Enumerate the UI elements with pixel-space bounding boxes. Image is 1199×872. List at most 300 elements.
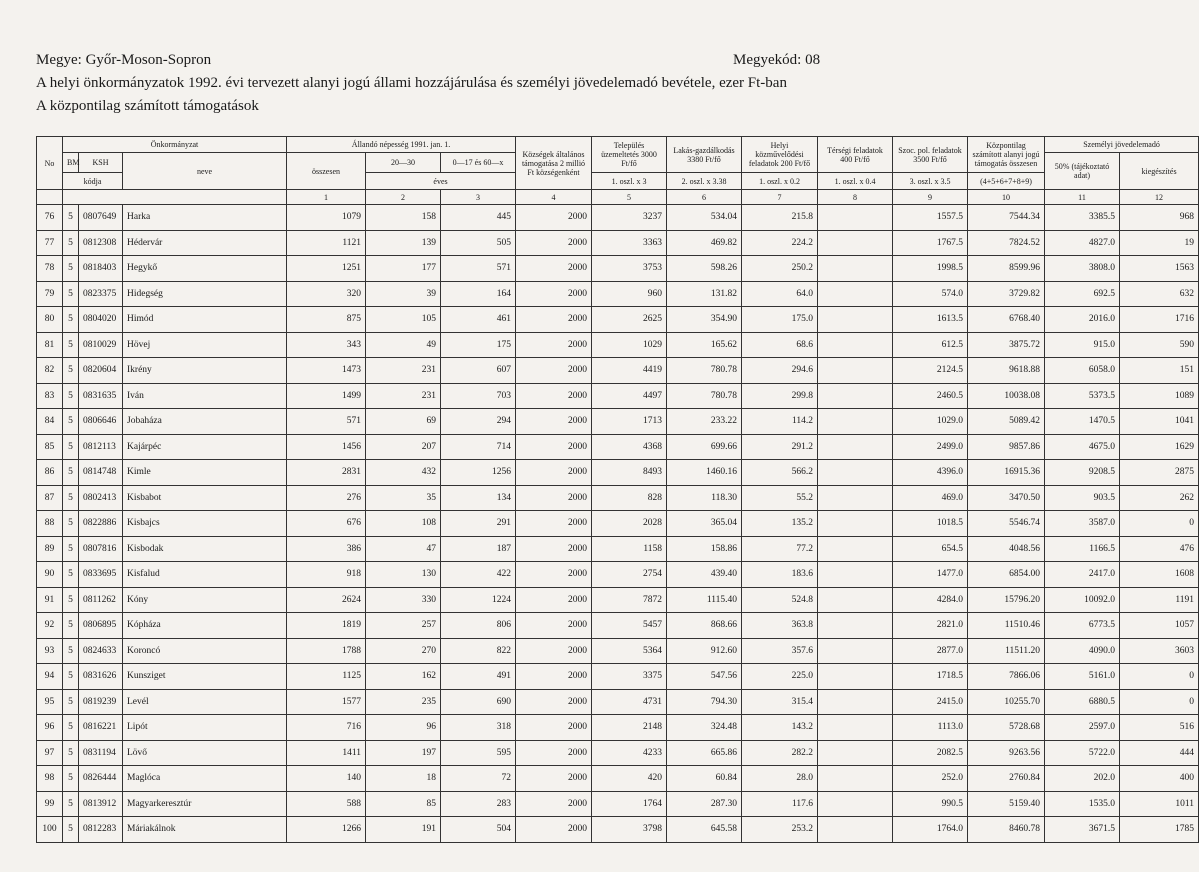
cell-bm: 5 [63,205,79,231]
cell-name: Kisfalud [123,562,287,588]
table-body [37,205,1199,843]
cell-kieg: 3603 [1120,638,1199,664]
cell-szoc: 2415.0 [893,689,968,715]
cell-kozsegek: 2000 [516,511,592,537]
cell-20-30: 139 [366,230,441,256]
table-row [37,256,1199,282]
cell-tersegi [818,740,893,766]
col-kozp: Központilag számított alanyi jogú támogatás összesen [968,137,1045,173]
table-row [37,613,1199,639]
cell-kozsegek: 2000 [516,562,592,588]
cell-bm: 5 [63,689,79,715]
cell-0-17: 571 [441,256,516,282]
col-num: 12 [1120,190,1199,205]
col-num: 11 [1045,190,1120,205]
cell-no: 85 [37,434,63,460]
cell-kozp: 9263.56 [968,740,1045,766]
cell-0-17: 806 [441,613,516,639]
formula-10: (4+5+6+7+8+9) [968,173,1045,190]
cell-bm: 5 [63,256,79,282]
cell-szoc: 2082.5 [893,740,968,766]
col-szja: Személyi jövedelemadó [1045,137,1199,153]
cell-0-17: 595 [441,740,516,766]
cell-telepules: 2028 [592,511,667,537]
cell-ksh: 0819239 [79,689,123,715]
cell-20-30: 49 [366,332,441,358]
cell-no: 79 [37,281,63,307]
table-row [37,562,1199,588]
cell-telepules: 4419 [592,358,667,384]
document-title: A helyi önkormányzatok 1992. évi tervezett alanyi jogú állami hozzájárulása és személyi jövedelemadó bevétele, ezer Ft-ban [36,75,787,91]
cell-szoc: 252.0 [893,766,968,792]
cell-name: Kimle [123,460,287,486]
cell-20-30: 432 [366,460,441,486]
cell-osszesen: 1499 [287,383,366,409]
col-num: 1 [287,190,366,205]
cell-lakas: 547.56 [667,664,742,690]
cell-20-30: 108 [366,511,441,537]
cell-bm: 5 [63,562,79,588]
table-row [37,536,1199,562]
cell-tersegi [818,511,893,537]
cell-20-30: 207 [366,434,441,460]
cell-no: 91 [37,587,63,613]
table-row [37,817,1199,843]
cell-20-30: 257 [366,613,441,639]
cell-telepules: 3237 [592,205,667,231]
cell-osszesen: 716 [287,715,366,741]
cell-tersegi [818,460,893,486]
cell-kieg: 632 [1120,281,1199,307]
cell-kozsegek: 2000 [516,205,592,231]
cell-szja50: 3587.0 [1045,511,1120,537]
col-telepules: Település üzemeltetés 3000 Ft/fő [592,137,667,173]
cell-name: Hövej [123,332,287,358]
cell-kieg: 1011 [1120,791,1199,817]
cell-szoc: 1113.0 [893,715,968,741]
cell-szja50: 6880.5 [1045,689,1120,715]
cell-0-17: 291 [441,511,516,537]
table-row [37,358,1199,384]
cell-telepules: 5457 [592,613,667,639]
cell-szja50: 692.5 [1045,281,1120,307]
cell-telepules: 2754 [592,562,667,588]
cell-kozp: 11510.46 [968,613,1045,639]
cell-0-17: 504 [441,817,516,843]
col-nepesseg: Állandó népesség 1991. jan. 1. [287,137,516,153]
cell-telepules: 1713 [592,409,667,435]
cell-lakas: 233.22 [667,409,742,435]
cell-bm: 5 [63,485,79,511]
cell-kozsegek: 2000 [516,485,592,511]
cell-ksh: 0823375 [79,281,123,307]
cell-szja50: 4675.0 [1045,434,1120,460]
cell-telepules: 4368 [592,434,667,460]
cell-telepules: 3798 [592,817,667,843]
cell-ksh: 0813912 [79,791,123,817]
cell-no: 76 [37,205,63,231]
cell-bm: 5 [63,358,79,384]
cell-kieg: 1716 [1120,307,1199,333]
cell-helyi: 68.6 [742,332,818,358]
cell-osszesen: 1079 [287,205,366,231]
cell-kozp: 10255.70 [968,689,1045,715]
col-onkormanyzat: Önkormányzat [63,137,287,153]
cell-telepules: 1029 [592,332,667,358]
cell-helyi: 299.8 [742,383,818,409]
table-row [37,740,1199,766]
cell-kozp: 3729.82 [968,281,1045,307]
cell-kozsegek: 2000 [516,715,592,741]
cell-lakas: 439.40 [667,562,742,588]
cell-kozsegek: 2000 [516,460,592,486]
cell-bm: 5 [63,383,79,409]
cell-helyi: 363.8 [742,613,818,639]
cell-szoc: 1557.5 [893,205,968,231]
cell-no: 95 [37,689,63,715]
cell-20-30: 235 [366,689,441,715]
cell-tersegi [818,638,893,664]
cell-lakas: 118.30 [667,485,742,511]
cell-kozsegek: 2000 [516,281,592,307]
cell-bm: 5 [63,307,79,333]
cell-no: 88 [37,511,63,537]
cell-no: 92 [37,613,63,639]
col-num: 9 [893,190,968,205]
cell-szoc: 1764.0 [893,817,968,843]
cell-no: 97 [37,740,63,766]
cell-kieg: 0 [1120,689,1199,715]
cell-helyi: 114.2 [742,409,818,435]
cell-0-17: 134 [441,485,516,511]
cell-osszesen: 1788 [287,638,366,664]
cell-0-17: 318 [441,715,516,741]
cell-kozp: 8599.96 [968,256,1045,282]
cell-name: Hegykő [123,256,287,282]
table-row [37,332,1199,358]
cell-no: 100 [37,817,63,843]
cell-szoc: 4396.0 [893,460,968,486]
cell-telepules: 3753 [592,256,667,282]
cell-kozp: 6768.40 [968,307,1045,333]
cell-lakas: 780.78 [667,383,742,409]
cell-kozsegek: 2000 [516,536,592,562]
cell-name: Kópháza [123,613,287,639]
cell-ksh: 0812283 [79,817,123,843]
cell-telepules: 4233 [592,740,667,766]
cell-name: Kisbodak [123,536,287,562]
cell-szja50: 2597.0 [1045,715,1120,741]
cell-telepules: 960 [592,281,667,307]
cell-0-17: 822 [441,638,516,664]
cell-kieg: 1563 [1120,256,1199,282]
cell-kozp: 9618.88 [968,358,1045,384]
cell-no: 81 [37,332,63,358]
cell-kieg: 0 [1120,664,1199,690]
cell-lakas: 868.66 [667,613,742,639]
cell-lakas: 794.30 [667,689,742,715]
col-eves: éves [366,173,516,190]
cell-szja50: 10092.0 [1045,587,1120,613]
cell-kieg: 1608 [1120,562,1199,588]
cell-20-30: 197 [366,740,441,766]
cell-telepules: 4731 [592,689,667,715]
cell-bm: 5 [63,791,79,817]
cell-name: Kunsziget [123,664,287,690]
cell-bm: 5 [63,587,79,613]
cell-tersegi [818,562,893,588]
cell-szja50: 2417.0 [1045,562,1120,588]
cell-telepules: 420 [592,766,667,792]
cell-kieg: 476 [1120,536,1199,562]
cell-kozsegek: 2000 [516,689,592,715]
col-num: 10 [968,190,1045,205]
cell-kozp: 2760.84 [968,766,1045,792]
cell-name: Hidegség [123,281,287,307]
cell-szoc: 654.5 [893,536,968,562]
cell-tersegi [818,307,893,333]
cell-ksh: 0833695 [79,562,123,588]
cell-kozsegek: 2000 [516,817,592,843]
cell-kozsegek: 2000 [516,332,592,358]
cell-szja50: 1470.5 [1045,409,1120,435]
cell-kozp: 9857.86 [968,434,1045,460]
cell-helyi: 294.6 [742,358,818,384]
cell-szoc: 2499.0 [893,434,968,460]
cell-bm: 5 [63,613,79,639]
cell-lakas: 780.78 [667,358,742,384]
cell-name: Magyarkeresztúr [123,791,287,817]
cell-ksh: 0811262 [79,587,123,613]
cell-20-30: 177 [366,256,441,282]
county-code: Megyekód: 08 [733,52,821,68]
cell-20-30: 191 [366,817,441,843]
cell-ksh: 0822886 [79,511,123,537]
cell-bm: 5 [63,536,79,562]
cell-20-30: 35 [366,485,441,511]
cell-kieg: 262 [1120,485,1199,511]
cell-szja50: 1166.5 [1045,536,1120,562]
cell-kozp: 7544.34 [968,205,1045,231]
cell-kieg: 19 [1120,230,1199,256]
cell-helyi: 28.0 [742,766,818,792]
cell-kieg: 1785 [1120,817,1199,843]
cell-osszesen: 276 [287,485,366,511]
cell-telepules: 2625 [592,307,667,333]
cell-bm: 5 [63,664,79,690]
cell-kozp: 5728.68 [968,715,1045,741]
cell-osszesen: 918 [287,562,366,588]
cell-osszesen: 1473 [287,358,366,384]
table-row [37,434,1199,460]
cell-lakas: 665.86 [667,740,742,766]
cell-szja50: 6773.5 [1045,613,1120,639]
cell-telepules: 8493 [592,460,667,486]
cell-name: Maglóca [123,766,287,792]
col-kieg: kiegészítés [1120,153,1199,190]
cell-20-30: 130 [366,562,441,588]
cell-no: 90 [37,562,63,588]
cell-no: 99 [37,791,63,817]
cell-tersegi [818,256,893,282]
cell-tersegi [818,281,893,307]
cell-no: 84 [37,409,63,435]
cell-ksh: 0807649 [79,205,123,231]
table-row [37,587,1199,613]
cell-szja50: 5373.5 [1045,383,1120,409]
col-helyi: Helyi közművelődési feladatok 200 Ft/fő [742,137,818,173]
cell-ksh: 0826444 [79,766,123,792]
table-row [37,230,1199,256]
col-kozsegek: Községek általános támogatása 2 millió Ft községenként [516,137,592,190]
table-row [37,715,1199,741]
table-row [37,307,1199,333]
cell-0-17: 461 [441,307,516,333]
cell-0-17: 72 [441,766,516,792]
col-no: No [37,137,63,190]
cell-kozsegek: 2000 [516,434,592,460]
cell-ksh: 0831635 [79,383,123,409]
cell-osszesen: 1819 [287,613,366,639]
cell-lakas: 699.66 [667,434,742,460]
cell-no: 98 [37,766,63,792]
cell-0-17: 1224 [441,587,516,613]
cell-tersegi [818,205,893,231]
cell-lakas: 598.26 [667,256,742,282]
cell-helyi: 55.2 [742,485,818,511]
cell-telepules: 3363 [592,230,667,256]
col-num: 3 [441,190,516,205]
col-num: 2 [366,190,441,205]
cell-kieg: 590 [1120,332,1199,358]
table-row [37,664,1199,690]
cell-tersegi [818,409,893,435]
cell-helyi: 143.2 [742,715,818,741]
cell-kozp: 5159.40 [968,791,1045,817]
cell-ksh: 0806646 [79,409,123,435]
cell-kieg: 1089 [1120,383,1199,409]
cell-kieg: 0 [1120,511,1199,537]
cell-kozp: 10038.08 [968,383,1045,409]
cell-0-17: 187 [441,536,516,562]
cell-lakas: 1115.40 [667,587,742,613]
cell-kozsegek: 2000 [516,740,592,766]
cell-osszesen: 875 [287,307,366,333]
cell-no: 87 [37,485,63,511]
cell-telepules: 3375 [592,664,667,690]
cell-helyi: 64.0 [742,281,818,307]
cell-szja50: 9208.5 [1045,460,1120,486]
cell-telepules: 1764 [592,791,667,817]
cell-20-30: 85 [366,791,441,817]
cell-szja50: 2016.0 [1045,307,1120,333]
cell-name: Iván [123,383,287,409]
cell-0-17: 422 [441,562,516,588]
county-label: Megye: Győr-Moson-Sopron [36,52,212,68]
cell-20-30: 69 [366,409,441,435]
cell-ksh: 0831194 [79,740,123,766]
cell-szoc: 574.0 [893,281,968,307]
cell-helyi: 291.2 [742,434,818,460]
cell-lakas: 645.58 [667,817,742,843]
cell-bm: 5 [63,409,79,435]
formula-7: 1. oszl. x 0.2 [742,173,818,190]
formula-9: 3. oszl. x 3.5 [893,173,968,190]
cell-szoc: 2460.5 [893,383,968,409]
cell-szja50: 4090.0 [1045,638,1120,664]
cell-20-30: 105 [366,307,441,333]
cell-name: Kisbabot [123,485,287,511]
cell-szoc: 1613.5 [893,307,968,333]
table-row [37,460,1199,486]
col-num: 5 [592,190,667,205]
cell-lakas: 1460.16 [667,460,742,486]
col-tersegi: Térségi feladatok 400 Ft/fő [818,137,893,173]
cell-szoc: 1029.0 [893,409,968,435]
cell-szoc: 1018.5 [893,511,968,537]
cell-bm: 5 [63,460,79,486]
cell-0-17: 607 [441,358,516,384]
cell-osszesen: 140 [287,766,366,792]
cell-bm: 5 [63,230,79,256]
cell-no: 77 [37,230,63,256]
cell-tersegi [818,434,893,460]
cell-osszesen: 2831 [287,460,366,486]
table-row [37,205,1199,231]
cell-helyi: 253.2 [742,817,818,843]
cell-osszesen: 386 [287,536,366,562]
cell-name: Lipót [123,715,287,741]
cell-helyi: 117.6 [742,791,818,817]
cell-osszesen: 1121 [287,230,366,256]
cell-kozsegek: 2000 [516,383,592,409]
cell-szoc: 2821.0 [893,613,968,639]
cell-szja50: 915.0 [1045,332,1120,358]
cell-name: Kisbajcs [123,511,287,537]
table-row [37,485,1199,511]
cell-name: Jobaháza [123,409,287,435]
cell-telepules: 1158 [592,536,667,562]
col-num: 8 [818,190,893,205]
cell-szoc: 2877.0 [893,638,968,664]
cell-osszesen: 1125 [287,664,366,690]
cell-kieg: 2875 [1120,460,1199,486]
cell-osszesen: 1411 [287,740,366,766]
cell-kieg: 444 [1120,740,1199,766]
cell-osszesen: 571 [287,409,366,435]
cell-helyi: 183.6 [742,562,818,588]
cell-osszesen: 588 [287,791,366,817]
cell-kieg: 400 [1120,766,1199,792]
cell-kozp: 8460.78 [968,817,1045,843]
table-row [37,638,1199,664]
cell-no: 96 [37,715,63,741]
formula-5: 1. oszl. x 3 [592,173,667,190]
table-row [37,689,1199,715]
cell-helyi: 225.0 [742,664,818,690]
cell-no: 80 [37,307,63,333]
col-lakas: Lakás-gazdálkodás 3380 Ft/fő [667,137,742,173]
cell-20-30: 231 [366,383,441,409]
cell-ksh: 0806895 [79,613,123,639]
cell-helyi: 315.4 [742,689,818,715]
cell-osszesen: 343 [287,332,366,358]
cell-tersegi [818,536,893,562]
cell-ksh: 0816221 [79,715,123,741]
formula-8: 1. oszl. x 0.4 [818,173,893,190]
cell-name: Lövő [123,740,287,766]
cell-szja50: 3385.5 [1045,205,1120,231]
